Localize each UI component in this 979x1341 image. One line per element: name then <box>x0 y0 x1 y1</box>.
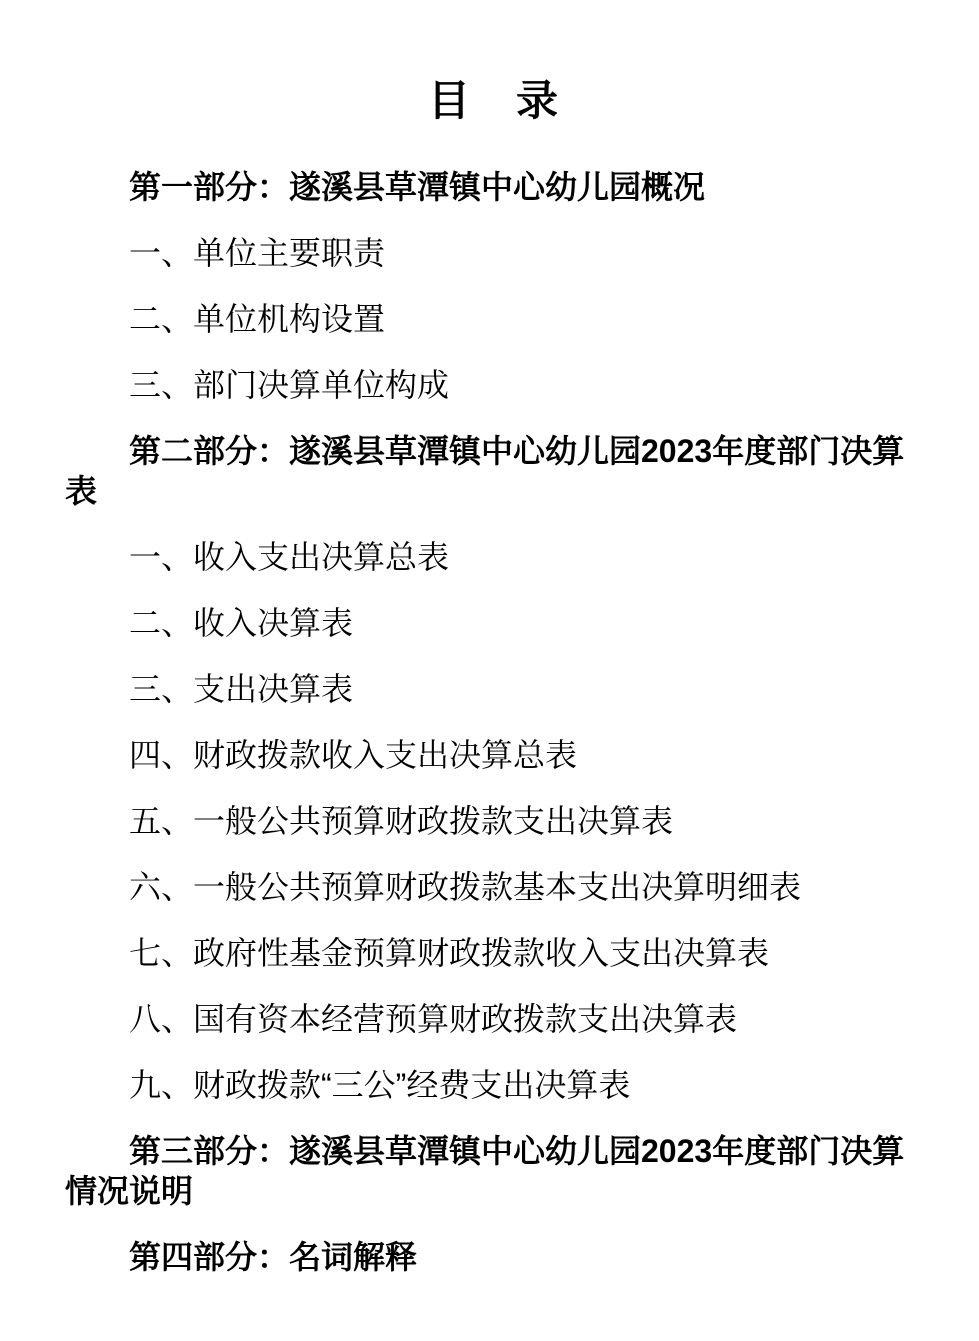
toc-entry: 五、一般公共预算财政拨款支出决算表 <box>129 803 674 839</box>
toc-entry: 三、支出决算表 <box>129 671 354 707</box>
toc-entry: 三、部门决算单位构成 <box>129 367 450 403</box>
toc-entry: 八、国有资本经营预算财政拨款支出决算表 <box>129 1001 738 1037</box>
toc-entry: 二、收入决算表 <box>129 605 354 641</box>
toc-entry: 一、收入支出决算总表 <box>129 539 450 575</box>
toc-entry: 一、单位主要职责 <box>129 235 386 271</box>
toc-entry: 九、财政拨款“三公”经费支出决算表 <box>129 1067 631 1103</box>
toc-part4-heading: 第四部分：名词解释 <box>129 1239 418 1275</box>
toc-part3-heading: 第三部分：遂溪县草潭镇中心幼儿园2023年度部门决算情况说明 <box>65 1133 905 1209</box>
toc-entry: 四、财政拨款收入支出决算总表 <box>129 737 578 773</box>
toc-part1-heading: 第一部分：遂溪县草潭镇中心幼儿园概况 <box>129 169 706 205</box>
toc-part2-heading: 第二部分：遂溪县草潭镇中心幼儿园2023年度部门决算表 <box>65 433 905 509</box>
toc-title: 目 录 <box>427 77 560 124</box>
toc-entry: 二、单位机构设置 <box>129 301 386 337</box>
toc-entry: 六、一般公共预算财政拨款基本支出决算明细表 <box>129 869 802 905</box>
toc-entry: 七、政府性基金预算财政拨款收入支出决算表 <box>129 935 770 971</box>
